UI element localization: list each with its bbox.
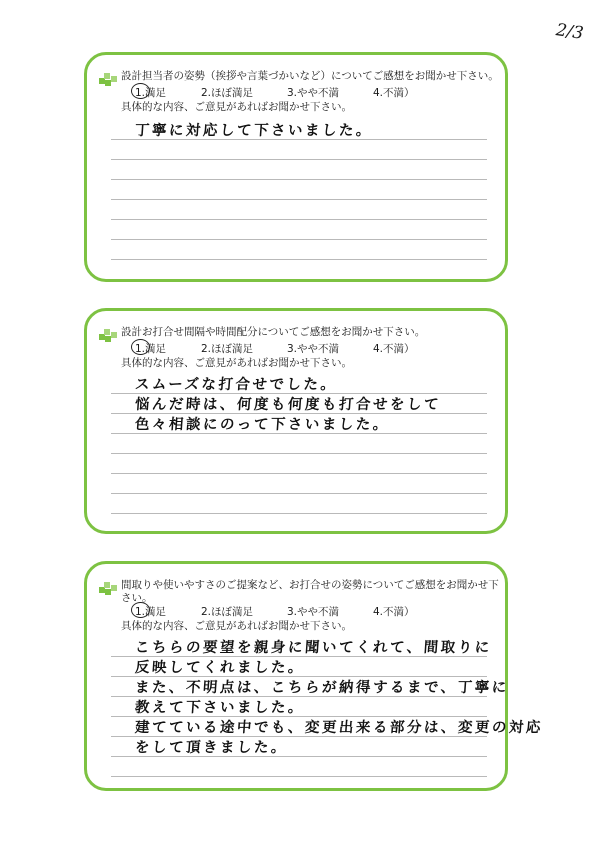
survey-card-layout-proposal bbox=[84, 561, 544, 791]
option-unsatisfied: 4.不満） bbox=[373, 87, 415, 99]
option-satisfied: 1.満足 bbox=[135, 606, 167, 618]
answer-line bbox=[111, 493, 487, 494]
handwritten-answer-line: 反映してくれました。 bbox=[134, 660, 306, 676]
survey-card-meeting-schedule bbox=[84, 308, 508, 534]
answer-line bbox=[111, 776, 487, 777]
handwritten-answer-line: 色々相談にのって下さいました。 bbox=[134, 417, 391, 433]
instruction-text: 具体的な内容、ご意見があればお聞かせ下さい。 bbox=[121, 101, 352, 113]
rating-options bbox=[135, 604, 415, 619]
bullet-icon bbox=[99, 73, 119, 89]
option-mostly-satisfied: 2.ほぼ満足 bbox=[201, 343, 254, 355]
answer-line bbox=[111, 259, 487, 260]
bullet-icon bbox=[99, 582, 119, 598]
selected-option-circle bbox=[131, 602, 150, 618]
question-text: 設計担当者の姿勢（挨拶や言葉づかいなど）についてご感想をお聞かせ下さい。 bbox=[121, 70, 499, 82]
handwritten-answer-line: 悩んだ時は、何度も何度も打合せをして bbox=[134, 397, 442, 413]
option-satisfied: 1.満足 bbox=[135, 87, 167, 99]
handwritten-answer-line: をして頂きました。 bbox=[134, 740, 289, 756]
handwritten-answer-line: 建てている途中でも、変更出来る部分は、変更の対応 bbox=[134, 720, 544, 736]
answer-line bbox=[111, 219, 487, 220]
option-mostly-satisfied: 2.ほぼ満足 bbox=[201, 87, 254, 99]
answer-line bbox=[111, 513, 487, 514]
rating-options bbox=[135, 341, 415, 356]
survey-card-designer-attitude bbox=[84, 52, 508, 282]
selected-option-circle bbox=[131, 83, 150, 99]
instruction-text: 具体的な内容、ご意見があればお聞かせ下さい。 bbox=[121, 357, 352, 369]
bullet-icon bbox=[99, 329, 119, 345]
option-somewhat-unsatisfied: 3.やや不満 bbox=[287, 87, 340, 99]
question-text: 間取りや使いやすさのご提案など、お打合せの姿勢についてご感想をお聞かせ下さい。 bbox=[121, 579, 499, 604]
answer-line bbox=[111, 159, 487, 160]
option-mostly-satisfied: 2.ほぼ満足 bbox=[201, 606, 254, 618]
handwritten-answer-line: スムーズな打合せでした。 bbox=[134, 377, 339, 393]
option-unsatisfied: 4.不満） bbox=[373, 343, 415, 355]
handwritten-answer: 丁寧に対応して下さいました。 bbox=[134, 123, 374, 139]
option-satisfied: 1.満足 bbox=[135, 343, 167, 355]
option-unsatisfied: 4.不満） bbox=[373, 606, 415, 618]
answer-line bbox=[111, 199, 487, 200]
answer-line bbox=[111, 179, 487, 180]
answer-line bbox=[111, 453, 487, 454]
answer-line bbox=[111, 239, 487, 240]
option-somewhat-unsatisfied: 3.やや不満 bbox=[287, 343, 340, 355]
instruction-text: 具体的な内容、ご意見があればお聞かせ下さい。 bbox=[121, 620, 352, 632]
option-somewhat-unsatisfied: 3.やや不満 bbox=[287, 606, 340, 618]
handwritten-answer-line: また、不明点は、こちらが納得するまで、丁寧に bbox=[134, 680, 510, 696]
selected-option-circle bbox=[131, 339, 150, 355]
page-number: 2/3 bbox=[554, 20, 585, 44]
rating-options bbox=[135, 85, 415, 100]
answer-line bbox=[111, 473, 487, 474]
question-text: 設計お打合せ間隔や時間配分についてご感想をお聞かせ下さい。 bbox=[121, 326, 426, 338]
handwritten-answer-line: こちらの要望を親身に聞いてくれて、間取りに bbox=[134, 640, 493, 656]
handwritten-answer-line: 教えて下さいました。 bbox=[134, 700, 306, 716]
